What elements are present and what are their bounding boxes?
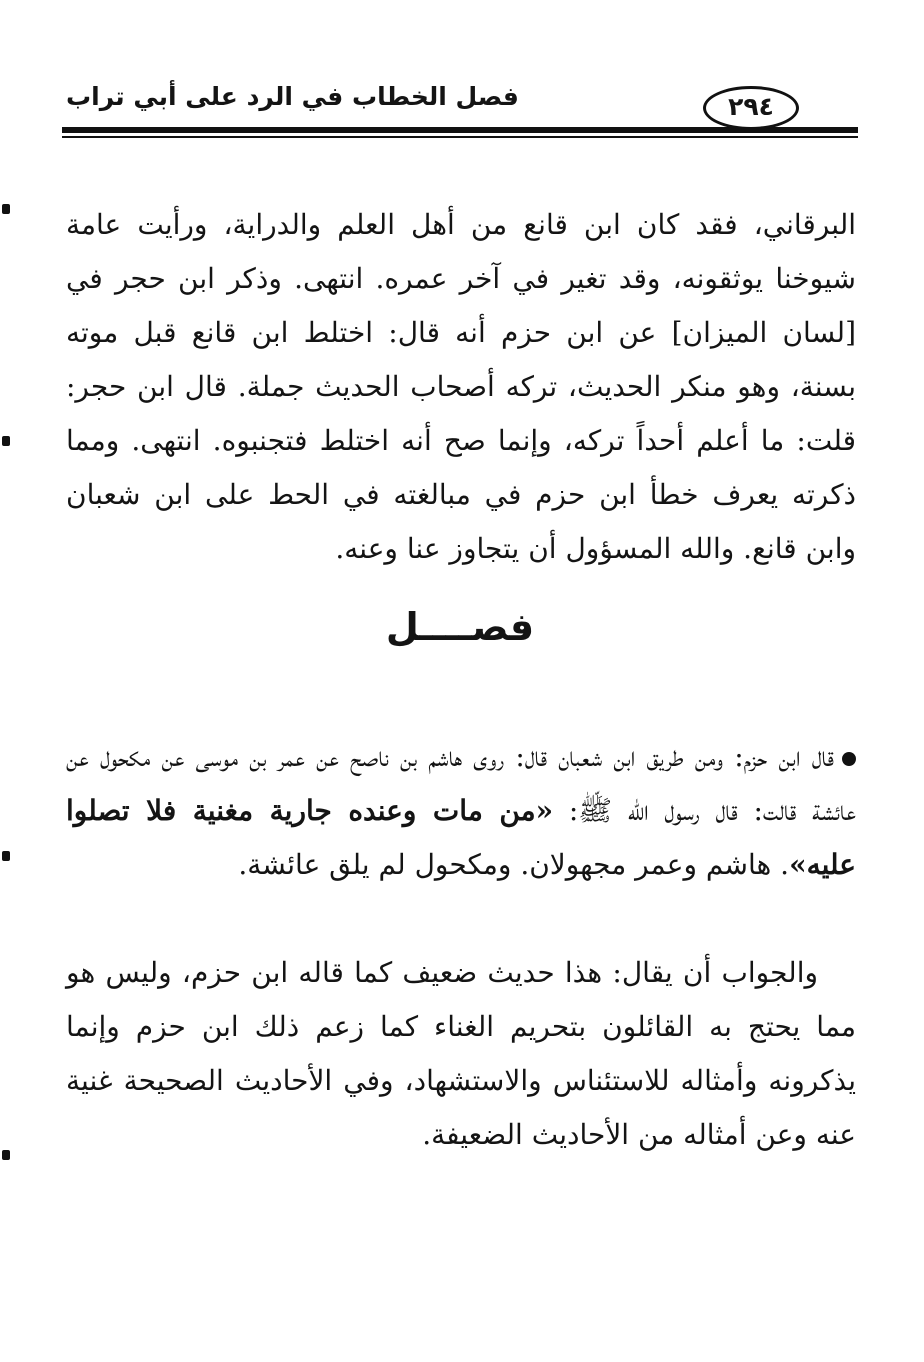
margin-mark [2, 204, 10, 214]
page-number: ٢٩٤ [703, 86, 799, 130]
hadith-quote: «من مات وعنده جارية مغنية فلا تصلوا عليه» [66, 794, 856, 881]
bullet-icon [842, 752, 856, 766]
margin-mark [2, 851, 10, 861]
section-heading: فصــــل [385, 605, 535, 649]
margin-mark [2, 1150, 10, 1160]
paragraph-3 [66, 946, 856, 1162]
header-rule-thin [62, 136, 858, 138]
paragraph-1: البرقاني، فقد كان ابن قانع من أهل العلم والدراية، ورأيت عامة شيوخنا يوثقونه، وقد تغير في آخر عمره. انتهى. وذكر ابن حجر في [لسان الميزان] عن ابن حزم أنه قال: اختلط ابن قانع قبل موته بسنة، وهو منكر الحديث، تركه أصحاب الحديث جملة. قال ابن حجر: قلت: ما أعلم أحداً تركه، وإنما صح أنه اختلط فتجنبوه. انتهى. ومما ذكرته يعرف خطأ ابن حزم في مبالغته في الحط على ابن شعبان وابن قانع. والله المسؤول أن يتجاوز عنا وعنه. [66, 208, 856, 565]
paragraph-2-rest: . هاشم وعمر مجهولان. ومكحول لم يلق عائشة. [238, 848, 790, 881]
margin-mark [2, 436, 10, 446]
running-title: فصل الخطاب في الرد على أبي تراب [66, 82, 519, 111]
paragraph-2 [66, 730, 856, 892]
paragraph-2-intro: قال ابن حزم: ومن طريق ابن شعبان قال: روى هاشم بن ناصح عن عمر بن موسى عن مكحول عن عائشة قالت: قال رسول الله ﷺ: [66, 740, 856, 827]
paragraph-3-text: والجواب أن يقال: هذا حديث ضعيف كما قاله ابن حزم، وليس هو مما يحتج به القائلون بتحريم الغناء كما زعم ذلك ابن حزم وإنما يذكرونه وأمثاله للاستئناس والاستشهاد، وفي الأحاديث الصحيحة غنية عنه وعن أمثاله من الأحاديث الضعيفة. [66, 956, 856, 1151]
